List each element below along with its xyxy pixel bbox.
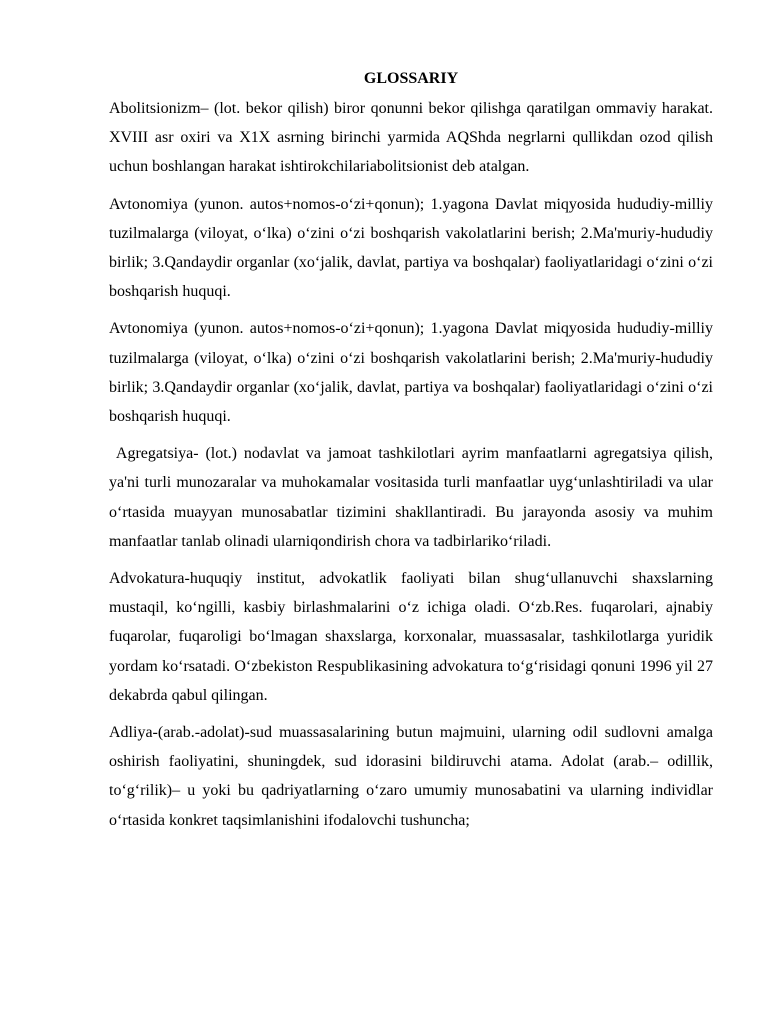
paragraph-agregatsiya: Agregatsiya- (lot.) nodavlat va jamoat tashkilotlari ayrim manfaatlarni agregatsiya qilish, ya'ni turli munozaralar va muhokamalar vositasida turli manfaatlar uyg‘unlashtiriladi va ular o‘rtasida muayyan munosabatlar tizimini shakllantiradi. Bu jarayonda asosiy va muhim manfaatlar tanlab olinadi ularniqondirish chora va tadbirlariko‘riladi. bbox=[109, 445, 718, 550]
paragraph-spacer bbox=[109, 556, 713, 564]
paragraph-abolitsionizm: Abolitsionizm– (lot. bekor qilish) biror qonunni bekor qilishga qaratilgan ommaviy harakat. XVIII asr oxiri va X1X asrning birinchi yarmida AQShda negrlarni qullikdan ozod qilish uchun boshlangan harakat ishtirokchilariabolitsionist deb atalgan. bbox=[109, 100, 713, 176]
document-title: GLOSSARIY bbox=[363, 70, 459, 87]
paragraph-avtonomiya-repeat: Avtonomiya (yunon. autos+nomos-o‘zi+qonun); 1.yagona Davlat miqyosida hududiy-milliy tuzilmalarga (viloyat, o‘lka) o‘zini o‘zi boshqarish vakolatlarini berish; 2.Ma'muriy-hududiy birlik; 3.Qandaydir organlar (xo‘jalik, davlat, partiya va boshqalar) faoliyatlaridagi o‘zini o‘zi boshqarish huquqi. bbox=[109, 320, 713, 426]
paragraph-spacer bbox=[109, 431, 713, 439]
document-page bbox=[109, 64, 718, 835]
paragraph-advokatura: Advokatura-huquqiy institut, advokatlik faoliyati bilan shug‘ullanuvchi shaxslarning mustaqil, ko‘ngilli, kasbiy birlashmalarini o‘z ichiga oladi. O‘zb.Res. fuqarolari, ajnabiy fuqarolar, fuqaroligi bo‘lmagan shaxslarga, korxonalar, muassasalar, tashkilotlarga yuridik yordam ko‘rsatadi. O‘zbekiston Respublikasining advokatura to‘g‘risidagi qonuni 1996 yil 27 dekabrda qabul qilingan. bbox=[109, 570, 713, 704]
paragraph-adliya: Adliya-(arab.-adolat)-sud muassasalarining butun majmuini, ularning odil sudlovni amalga oshirish faoliyatini, shuningdek, sud idorasini bildiruvchi atama. Adolat (arab.– odillik, to‘g‘rilik)– u yoki bu qadriyatlarning o‘zaro umumiy munosabatini va ularning individlar o‘rtasida konkret taqsimlanishini ifodalovchi tushuncha; bbox=[109, 724, 713, 829]
paragraph-spacer bbox=[109, 306, 713, 314]
paragraph-spacer bbox=[109, 710, 713, 718]
paragraph-avtonomiya: Avtonomiya (yunon. autos+nomos-o‘zi+qonun); 1.yagona Davlat miqyosida hududiy-milliy tuzilmalarga (viloyat, o‘lka) o‘zini o‘zi boshqarish vakolatlarini berish; 2.Ma'muriy-hududiy birlik; 3.Qandaydir organlar (xo‘jalik, davlat, partiya va boshqalar) faoliyatlaridagi o‘zini o‘zi boshqarish huquqi. bbox=[109, 195, 713, 301]
paragraph-spacer bbox=[109, 182, 713, 190]
